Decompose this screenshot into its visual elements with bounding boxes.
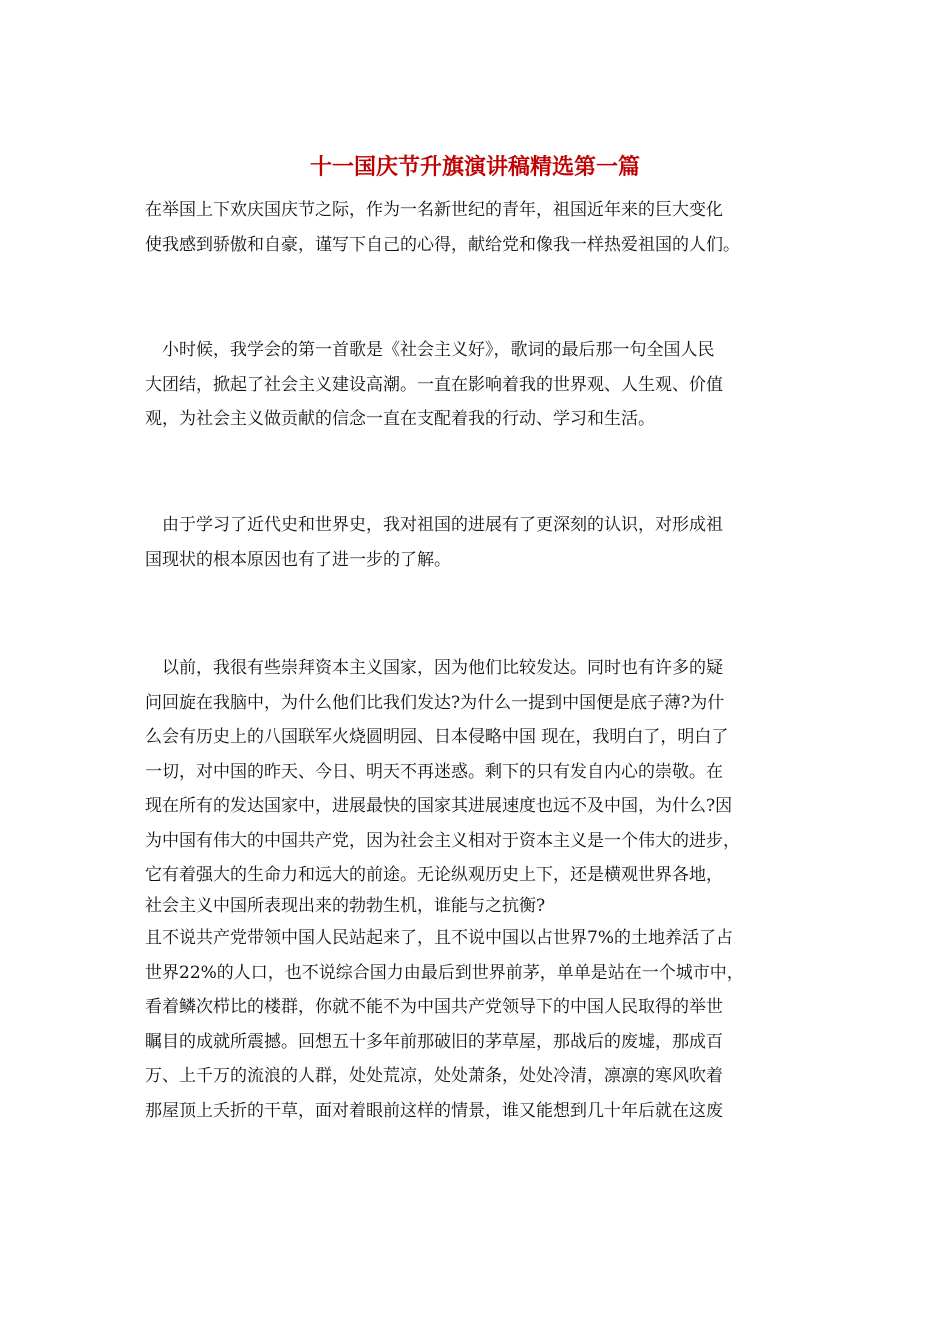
paragraph-line: 大团结，掀起了社会主义建设高潮。一直在影响着我的世界观、人生观、价值 — [145, 374, 723, 395]
paragraph-line: 小时候，我学会的第一首歌是《社会主义好》，歌词的最后那一句全国人民 — [145, 340, 715, 360]
paragraph-line: 在举国上下欢庆国庆节之际，作为一名新世纪的青年，祖国近年来的巨大变化 — [145, 200, 723, 220]
paragraph-line: 以前，我很有些崇拜资本主义国家，因为他们比较发达。同时也有许多的疑 — [145, 658, 723, 678]
paragraph-line: 它有着强大的生命力和远大的前途。无论纵观历史上下，还是横观世界各地， — [145, 865, 723, 885]
paragraph-line: 么会有历史上的八国联军火烧圆明园、日本侵略中国 现在，我明白了，明白了 — [145, 727, 729, 747]
paragraph-5 — [145, 921, 815, 1128]
paragraph-line: 由于学习了近代史和世界史，我对祖国的进展有了更深刻的认识，对形成祖 — [145, 515, 723, 535]
paragraph-2 — [145, 333, 815, 437]
paragraph-1 — [145, 193, 815, 262]
paragraph-4 — [145, 651, 815, 919]
paragraph-line: 问回旋在我脑中，为什么他们比我们发达?为什么一提到中国便是底子薄?为什 — [145, 692, 725, 713]
paragraph-line: 万、上千万的流浪的人群，处处荒凉，处处萧条，处处冷清，凛凛的寒风吹着 — [145, 1066, 723, 1086]
paragraph-3 — [145, 508, 815, 577]
paragraph-line: 世界22%的人口，也不说综合国力由最后到世界前茅，单单是站在一个城市中， — [145, 962, 744, 983]
paragraph-line: 看着鳞次栉比的楼群，你就不能不为中国共产党领导下的中国人民取得的举世 — [145, 997, 723, 1017]
paragraph-line: 那屋顶上夭折的干草，面对着眼前这样的情景，谁又能想到几十年后就在这废 — [145, 1100, 723, 1121]
document-title: 十一国庆节升旗演讲稿精选第一篇 — [309, 154, 640, 180]
paragraph-line: 为中国有伟大的中国共产党，因为社会主义相对于资本主义是一个伟大的进步， — [145, 830, 740, 851]
paragraph-line: 且不说共产党带领中国人民站起来了，且不说中国以占世界7%的土地养活了占 — [145, 928, 733, 948]
paragraph-line: 现在所有的发达国家中，进展最快的国家其进展速度也远不及中国，为什么?因 — [145, 796, 733, 816]
paragraph-line: 一切，对中国的昨天、今日、明天不再迷惑。剩下的只有发自内心的崇敬。在 — [145, 761, 723, 782]
paragraph-line: 瞩目的成就所震撼。回想五十多年前那破旧的茅草屋，那战后的废墟，那成百 — [145, 1031, 723, 1052]
paragraph-line: 观，为社会主义做贡献的信念一直在支配着我的行动、学习和生活。 — [145, 409, 655, 429]
paragraph-line: 使我感到骄傲和自豪，谨写下自己的心得，献给党和像我一样热爱祖国的人们。 — [145, 234, 740, 255]
paragraph-line: 国现状的根本原因也有了进一步的了解。 — [145, 549, 451, 570]
paragraph-line: 社会主义中国所表现出来的勃勃生机，谁能与之抗衡? — [145, 895, 546, 916]
